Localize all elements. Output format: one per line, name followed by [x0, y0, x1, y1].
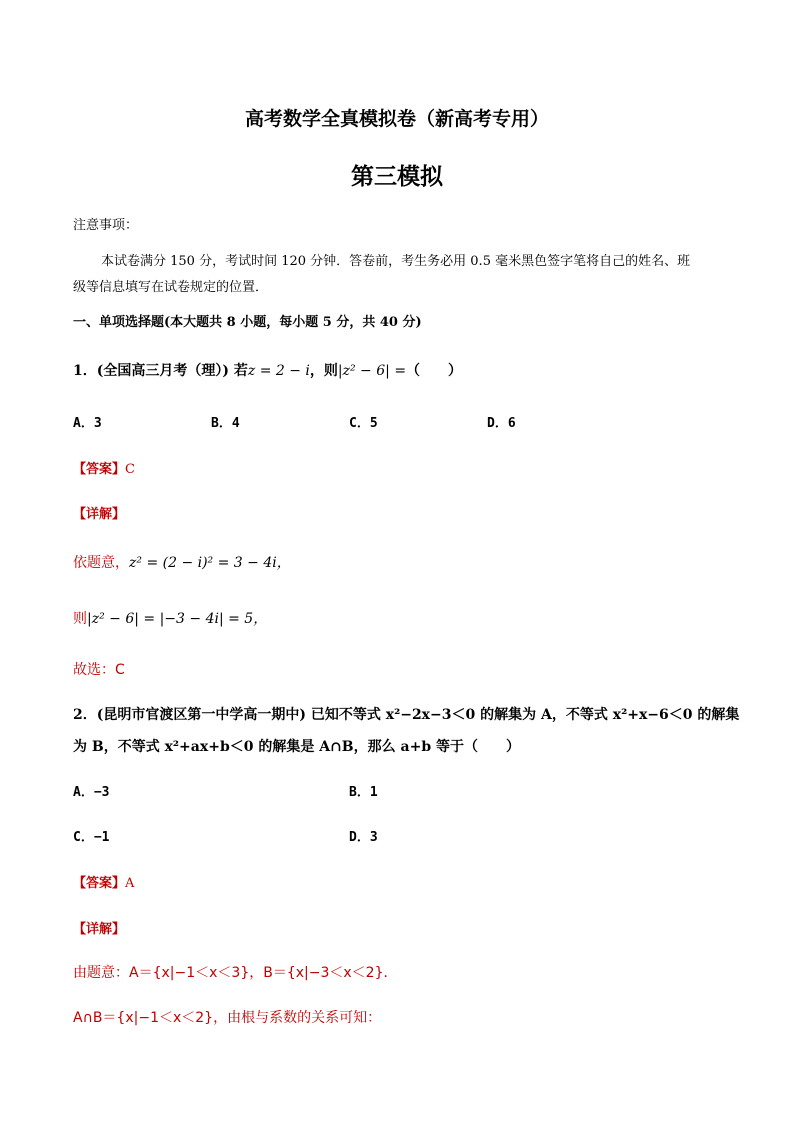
- q1-stem-mid: ，则: [309, 363, 338, 379]
- q1-option-d: D．6: [487, 416, 516, 431]
- notice-line-2: 级等信息填写在试卷规定的位置．: [73, 280, 269, 295]
- q1-stem-expr: |z² − 6| =: [337, 363, 407, 379]
- q2-detail-label-text: 【详解】: [73, 922, 126, 937]
- q1-answer: [73, 458, 135, 477]
- q1-sol2-math: |z² − 6| = |−3 − 4i| = 5，: [87, 611, 268, 627]
- q1-option-a: A．3: [73, 416, 102, 431]
- q2-option-c: C．−1: [73, 830, 110, 845]
- q1-option-b: B．4: [211, 416, 240, 431]
- exam-title: 高考数学全真模拟卷（新高考专用）: [244, 108, 549, 130]
- q2-answer: [73, 872, 134, 891]
- q1-detail-label-text: 【详解】: [73, 507, 126, 522]
- q1-stem-prefix: 1．(全国高三月考（理）) 若: [73, 363, 248, 379]
- q1-stem-suffix: （ ）: [406, 363, 463, 379]
- q2-option-d: D．3: [349, 830, 378, 845]
- q2-solution-line-1: 由题意：A＝{x|−1＜x＜3}，B＝{x|−3＜x＜2}．: [73, 965, 398, 981]
- q2-answer-value: A: [125, 876, 135, 891]
- q1-solution-line-3: 故选：C: [73, 662, 125, 678]
- q1-option-c: C．5: [349, 416, 378, 431]
- q2-option-b: B．1: [349, 785, 378, 800]
- q1-detail-label: [73, 503, 125, 522]
- notice-line-1: 本试卷满分 150 分，考试时间 120 分钟．答卷前，考生务必用 0.5 毫米黑色签字笔将自己的姓名、班: [101, 254, 691, 269]
- question-2-stem-line-1: 2．(昆明市官渡区第一中学高一期中) 已知不等式 x²−2x−3＜0 的解集为 A，不等式 x²+x−6＜0 的解集: [73, 707, 740, 723]
- exam-subtitle: 第三模拟: [351, 163, 443, 190]
- question-1-stem: [73, 360, 462, 380]
- q1-stem-z: z = 2 − i: [247, 363, 310, 379]
- section-title: 一、单项选择题(本大题共 8 小题，每小题 5 分，共 40 分): [73, 315, 422, 330]
- q1-sol1-math: z² = (2 − i)² = 3 − 4i，: [129, 555, 291, 571]
- q1-solution-line-2: [73, 608, 267, 628]
- q1-sol1-prefix: 依题意，: [73, 555, 129, 571]
- q2-solution-line-2: A∩B＝{x|−1＜x＜2}，由根与系数的关系可知：: [73, 1010, 382, 1026]
- q2-detail-label: [73, 918, 125, 937]
- q1-solution-line-1: [73, 552, 291, 572]
- question-2-stem-line-2: 为 B，不等式 x²+ax+b＜0 的解集是 A∩B，那么 a+b 等于（ ）: [73, 739, 520, 755]
- q1-answer-value: C: [125, 462, 135, 477]
- q1-sol2-prefix: 则: [73, 611, 87, 627]
- q2-answer-label: 【答案】: [73, 876, 126, 891]
- q1-answer-label: 【答案】: [73, 462, 126, 477]
- notice-heading: 注意事项：: [73, 218, 139, 233]
- q2-option-a: A．−3: [73, 785, 110, 800]
